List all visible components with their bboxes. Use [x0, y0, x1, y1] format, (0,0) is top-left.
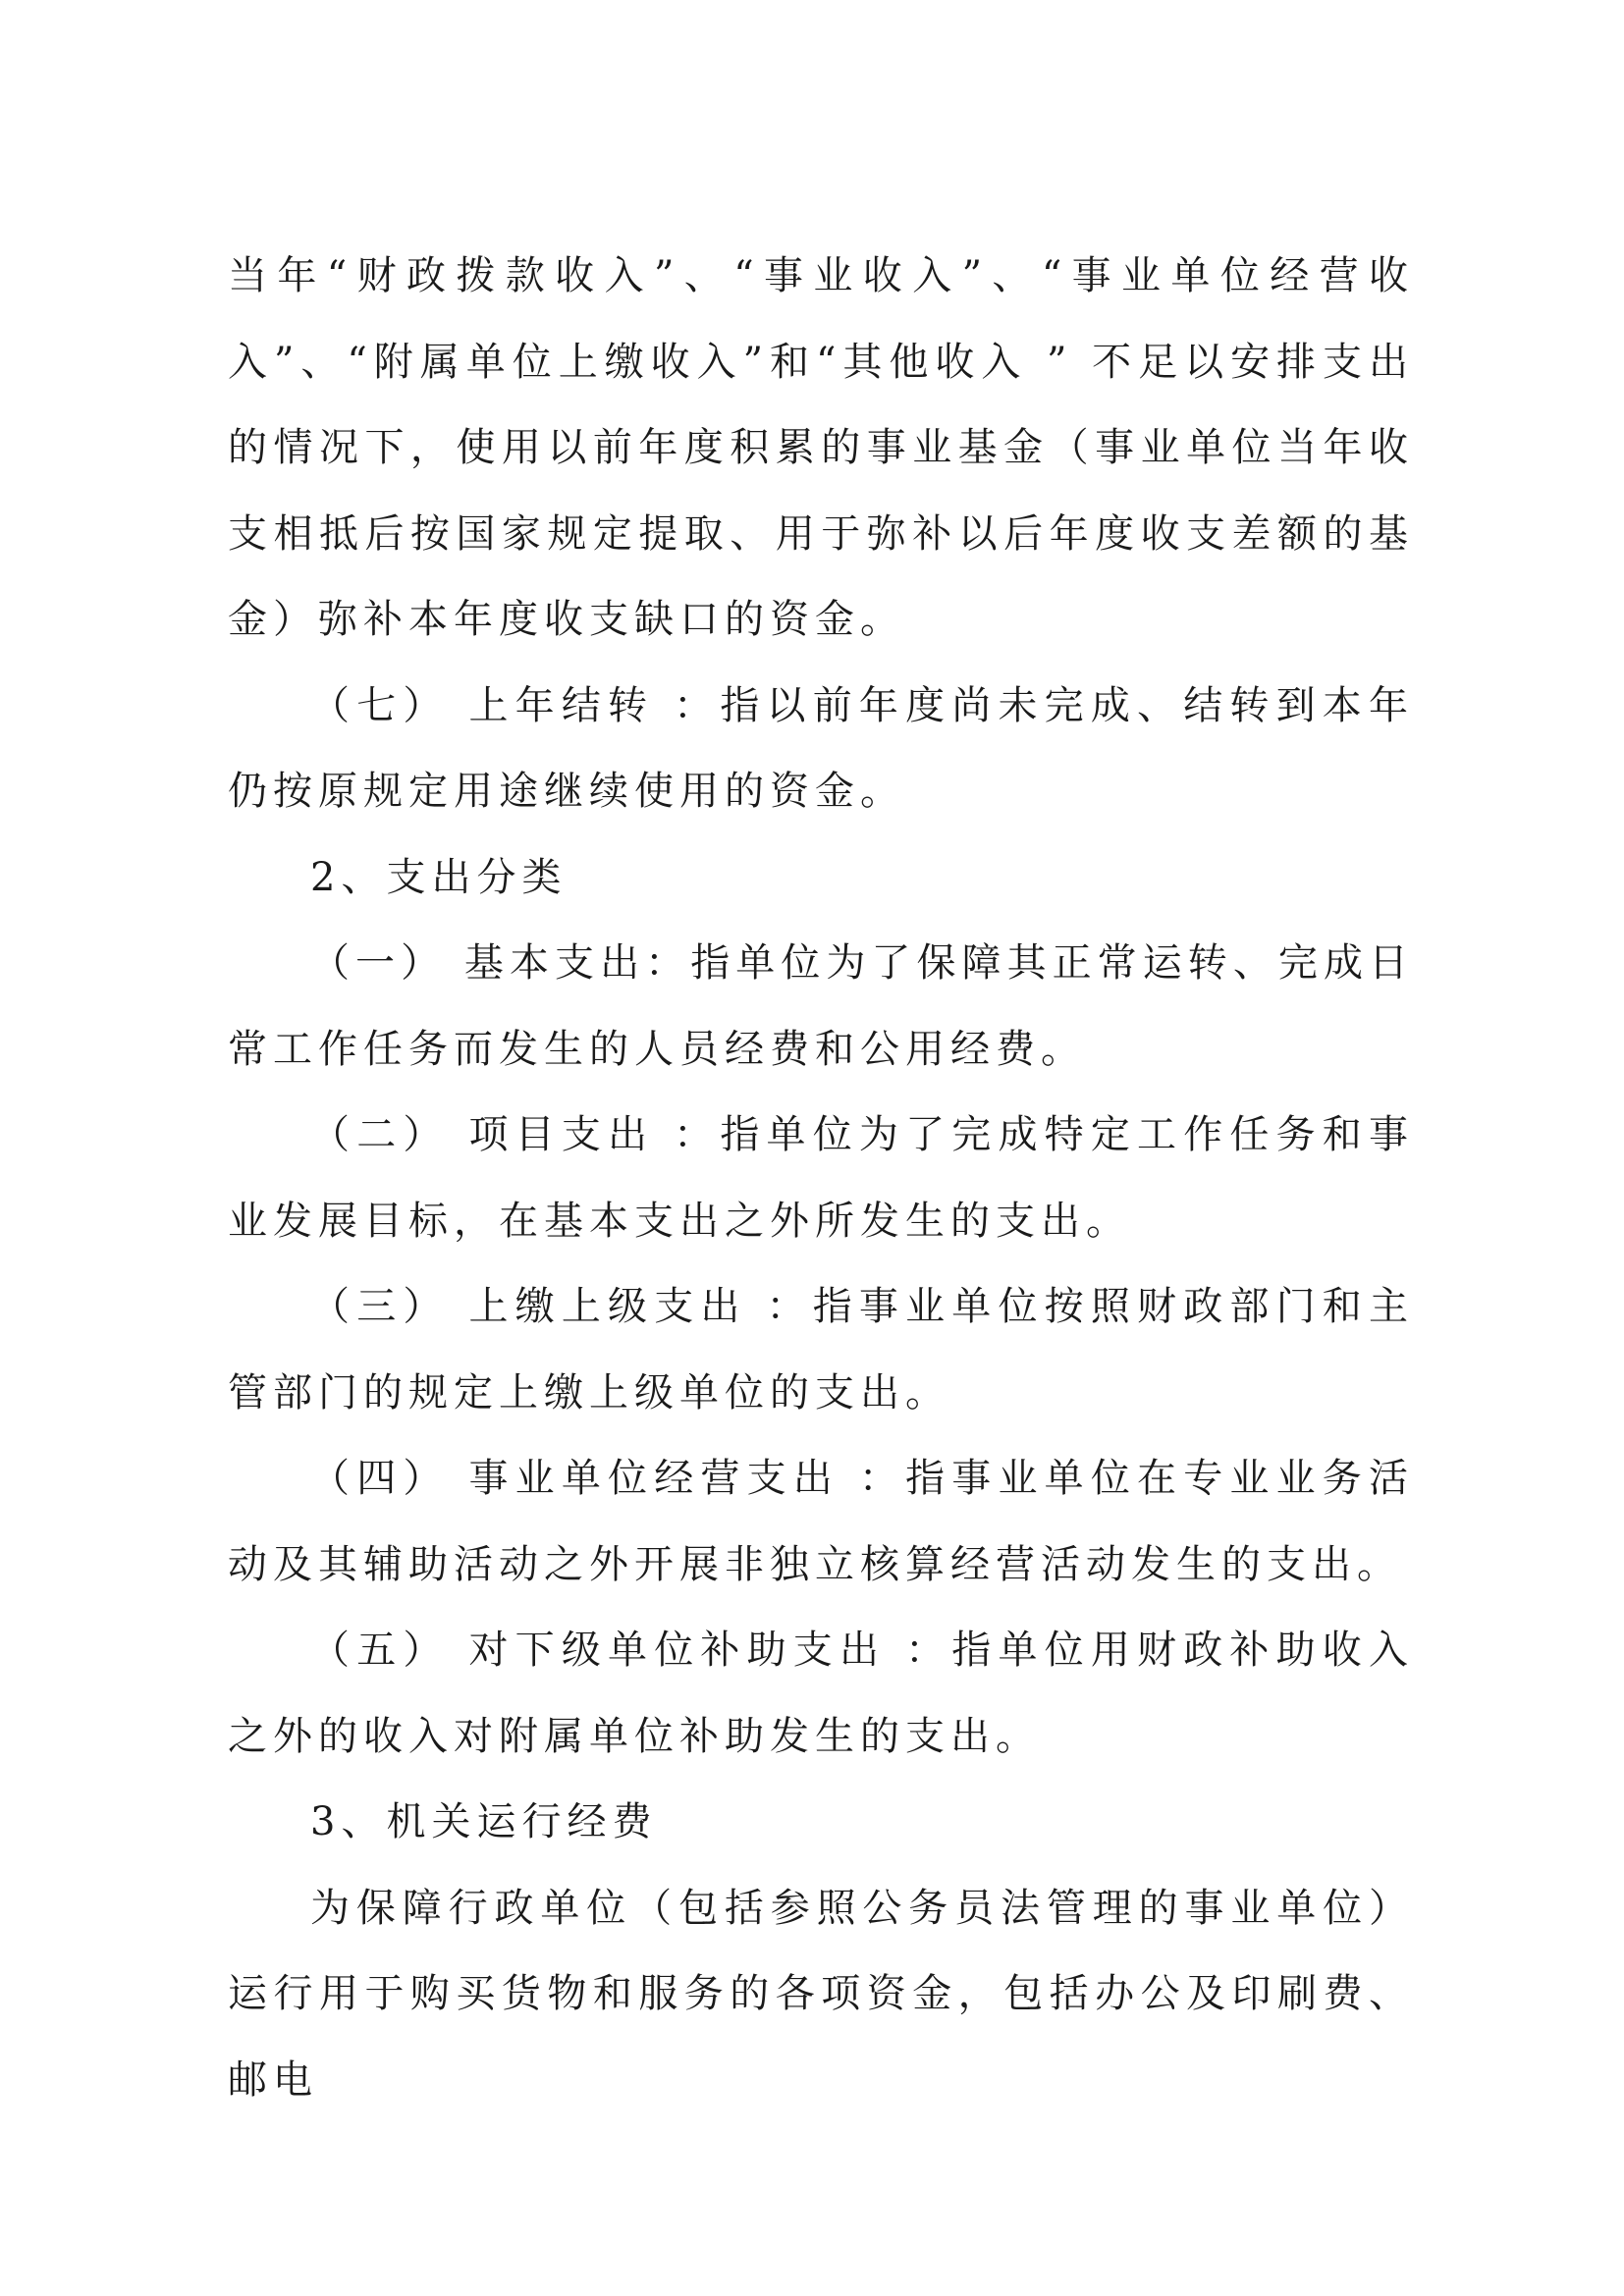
- paragraph-project-expenditure: （二） 项目支出 ：指单位为了完成特定工作任务和事业发展目标，在基本支出之外所发生的支出。: [228, 1112, 1414, 1244]
- paragraph-prior-year-carryover: （七） 上年结转 ：指以前年度尚未完成、结转到本年仍按原规定用途继续使用的资金。: [228, 682, 1414, 814]
- paragraph-remittance-to-superior: （三） 上缴上级支出 ：指事业单位按照财政部门和主管部门的规定上缴上级单位的支出。: [228, 1284, 1414, 1415]
- paragraph-subsidy-to-subordinate: （五） 对下级单位补助支出 ：指单位用财政补助收入之外的收入对附属单位补助发生的支出。: [228, 1628, 1414, 1759]
- paragraph-operating-expenditure: （四） 事业单位经营支出 ：指事业单位在专业业务活动及其辅助活动之外开展非独立核算经营活动发生的支出。: [228, 1456, 1414, 1587]
- heading-agency-operating-funds: 3、机关运行经费: [310, 1799, 658, 1844]
- paragraph-income-continuation: 当年“财政拨款收入”、“事业收入”、“事业单位经营收入”、“附属单位上缴收入”和“其他收入 ” 不足以安排支出的情况下，使用以前年度积累的事业基金（事业单位当年收支相抵后按国家规定提取、用于弥补以后年度收支差额的基金）弥补本年度收支缺口的资金。: [228, 253, 1414, 642]
- heading-expenditure-classification: 2、支出分类: [310, 854, 568, 900]
- paragraph-basic-expenditure: （一） 基本支出：指单位为了保障其正常运转、完成日常工作任务而发生的人员经费和公用经费。: [228, 940, 1414, 1072]
- paragraph-agency-operating-funds: 为保障行政单位（包括参照公务员法管理的事业单位）运行用于购买货物和服务的各项资金，包括办公及印刷费、邮电: [228, 1885, 1414, 2103]
